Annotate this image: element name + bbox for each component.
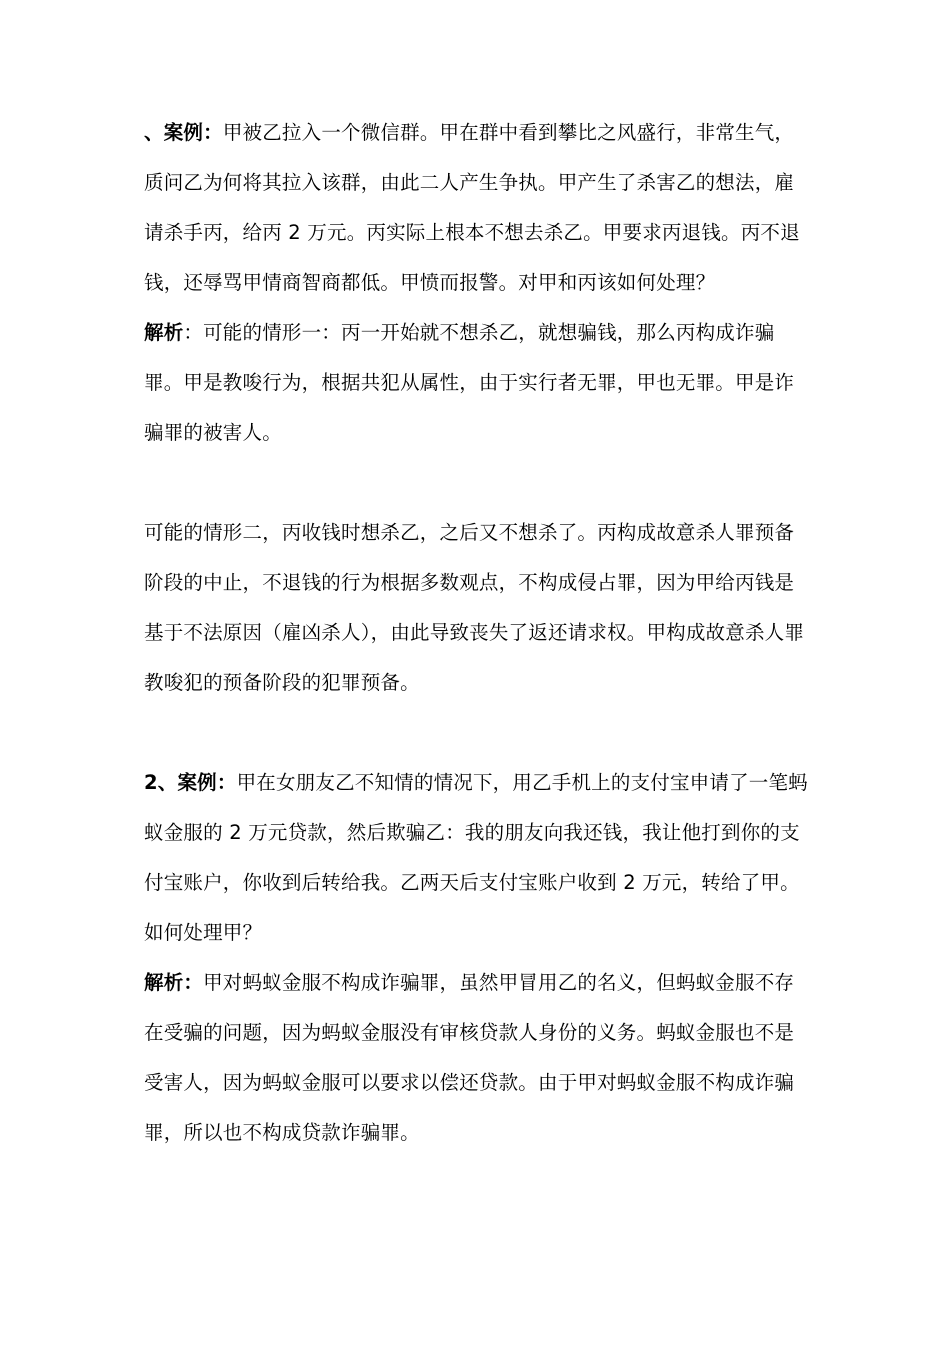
document-content	[144, 108, 810, 1158]
case-1-paragraph	[144, 108, 810, 308]
analysis-1-paragraph	[144, 308, 810, 458]
case-1-label: 、案例：	[144, 121, 223, 144]
analysis-1-label: 解析	[144, 321, 184, 344]
case-2-label: 2、案例：	[144, 771, 237, 794]
analysis-2-paragraph	[144, 958, 810, 1158]
case-2-paragraph	[144, 758, 810, 958]
analysis-1-scenario-2-paragraph	[144, 508, 810, 708]
case-2-text: 甲在女朋友乙不知情的情况下，用乙手机上的支付宝申请了一笔蚂蚁金服的 2 万元贷款，然后欺骗乙：我的朋友向我还钱，我让他打到你的支付宝账户，你收到后转给我。乙两天后支付宝账户收到 2 万元，转给了甲。如何处理甲？	[144, 771, 808, 944]
paragraph-spacer	[144, 458, 810, 508]
analysis-1-text: ：可能的情形一：丙一开始就不想杀乙，就想骗钱，那么丙构成诈骗罪。甲是教唆行为，根据共犯从属性，由于实行者无罪，甲也无罪。甲是诈骗罪的被害人。	[144, 321, 795, 444]
analysis-2-label: 解析：	[144, 971, 204, 994]
analysis-2-text: 甲对蚂蚁金服不构成诈骗罪，虽然甲冒用乙的名义，但蚂蚁金服不存在受骗的问题，因为蚂蚁金服没有审核贷款人身份的义务。蚂蚁金服也不是受害人，因为蚂蚁金服可以要求以偿还贷款。由于甲对蚂蚁金服不构成诈骗罪，所以也不构成贷款诈骗罪。	[144, 971, 795, 1144]
analysis-1-scenario-2-text: 可能的情形二，丙收钱时想杀乙，之后又不想杀了。丙构成故意杀人罪预备阶段的中止，不退钱的行为根据多数观点，不构成侵占罪，因为甲给丙钱是基于不法原因（雇凶杀人），由此导致丧失了返还请求权。甲构成故意杀人罪教唆犯的预备阶段的犯罪预备。	[144, 521, 805, 694]
case-1-text: 甲被乙拉入一个微信群。甲在群中看到攀比之风盛行，非常生气，质问乙为何将其拉入该群，由此二人产生争执。甲产生了杀害乙的想法，雇请杀手丙，给丙 2 万元。丙实际上根本不想去杀乙。甲要求丙退钱。丙不退钱，还辱骂甲情商智商都低。甲愤而报警。对甲和丙该如何处理？	[144, 121, 800, 294]
paragraph-spacer	[144, 708, 810, 758]
